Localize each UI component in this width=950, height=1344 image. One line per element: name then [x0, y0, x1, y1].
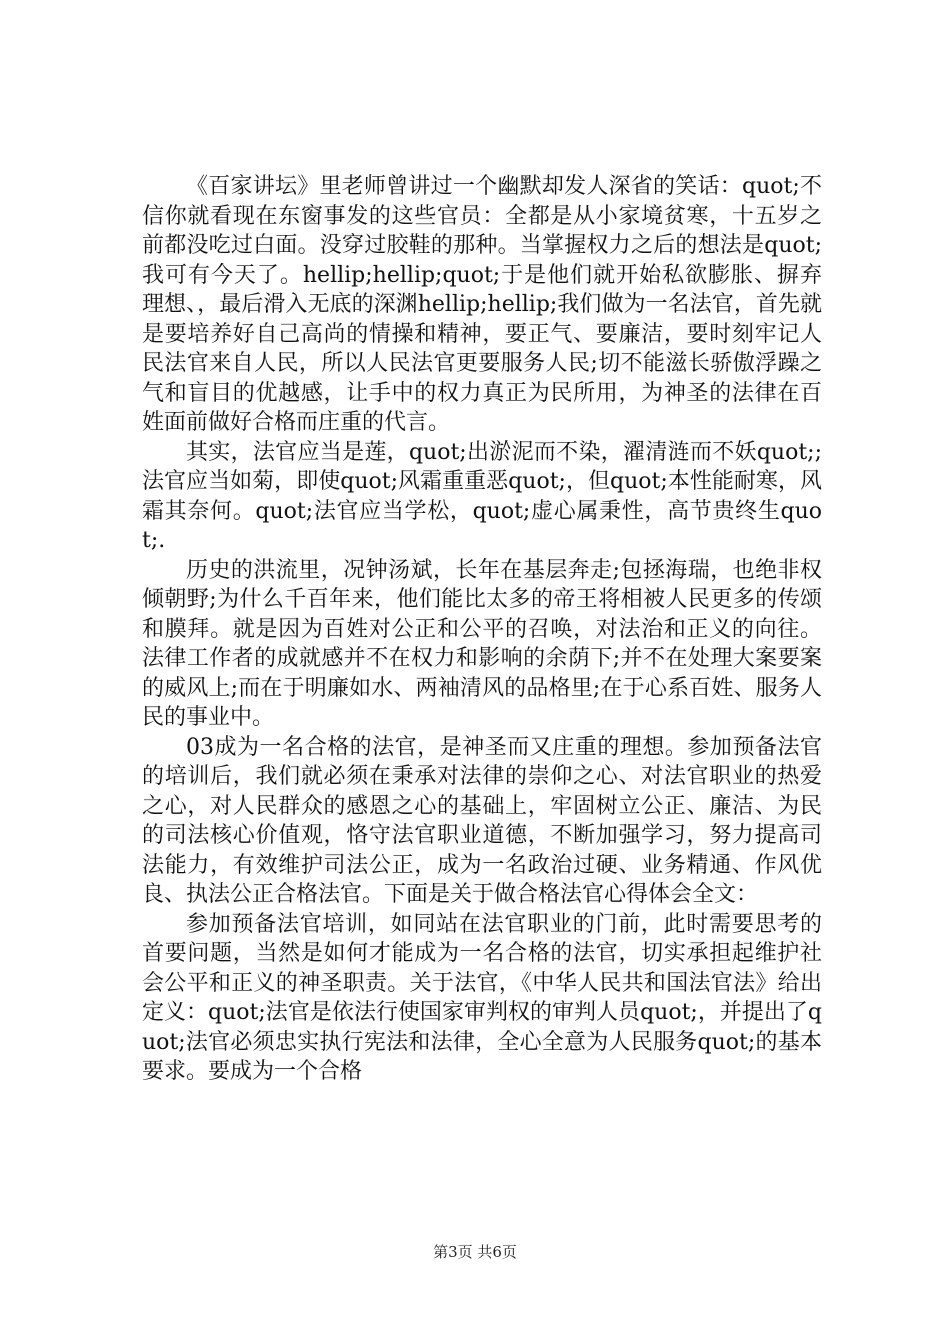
paragraph-2: 其实，法官应当是莲，quot;出淤泥而不染，濯清涟而不妖quot;;法官应当如菊，即使quot;风霜重重恶quot;，但quot;本性能耐寒，风霜其奈何。quot;法官应当学松，quot;虚心属秉性，高节贵终生quot;. [142, 439, 822, 553]
page-number-footer: 第3页 共6页 [433, 1243, 517, 1261]
paragraph-3: 历史的洪流里，况钟汤斌，长年在基层奔走;包拯海瑞，也绝非权倾朝野;为什么千百年来，他们能比太多的帝王将相被人民更多的传颂和膜拜。就是因为百姓对公正和公平的召唤，对法治和正义的向往。法律工作者的成就感并不在权力和影响的余荫下;并不在处理大案要案的威风上;而在于明廉如水、两袖清风的品格里;在于心系百姓、服务人民的事业中。 [142, 557, 822, 730]
paragraph-1: 《百家讲坛》里老师曾讲过一个幽默却发人深省的笑话：quot;不信你就看现在东窗事发的这些官员：全都是从小家境贫寒，十五岁之前都没吃过白面。没穿过胶鞋的那种。当掌握权力之后的想法是quot;我可有今天了。hellip;hellip;quot;于是他们就开始私欲膨胀、摒弃理想、，最后滑入无底的深渊hellip;hellip;我们做为一名法官，首先就是要培养好自己高尚的情操和精神，要正气、要廉洁，要时刻牢记人民法官来自人民，所以人民法官更要服务人民;切不能滋长骄傲浮躁之气和盲目的优越感，让手中的权力真正为民所用，为神圣的法律在百姓面前做好合格而庄重的代言。 [142, 174, 822, 435]
paragraph-4: 03成为一名合格的法官，是神圣而又庄重的理想。参加预备法官的培训后，我们就必须在秉承对法律的崇仰之心、对法官职业的热爱之心，对人民群众的感恩之心的基础上，牢固树立公正、廉洁、为民的司法核心价值观，恪守法官职业道德，不断加强学习，努力提高司法能力，有效维护司法公正，成为一名政治过硬、业务精通、作风优良、执法公正合格法官。下面是关于做合格法官心得体会全文： [142, 734, 822, 907]
document-body [142, 172, 822, 1087]
paragraph-5: 参加预备法官培训，如同站在法官职业的门前，此时需要思考的首要问题，当然是如何才能成为一名合格的法官，切实承担起维护社会公平和正义的神圣职责。关于法官，《中华人民共和国法官法》给出定义：quot;法官是依法行使国家审判权的审判人员quot;，并提出了quot;法官必须忠实执行宪法和法律，全心全意为人民服务quot;的基本要求。要成为一个合格 [142, 911, 822, 1084]
